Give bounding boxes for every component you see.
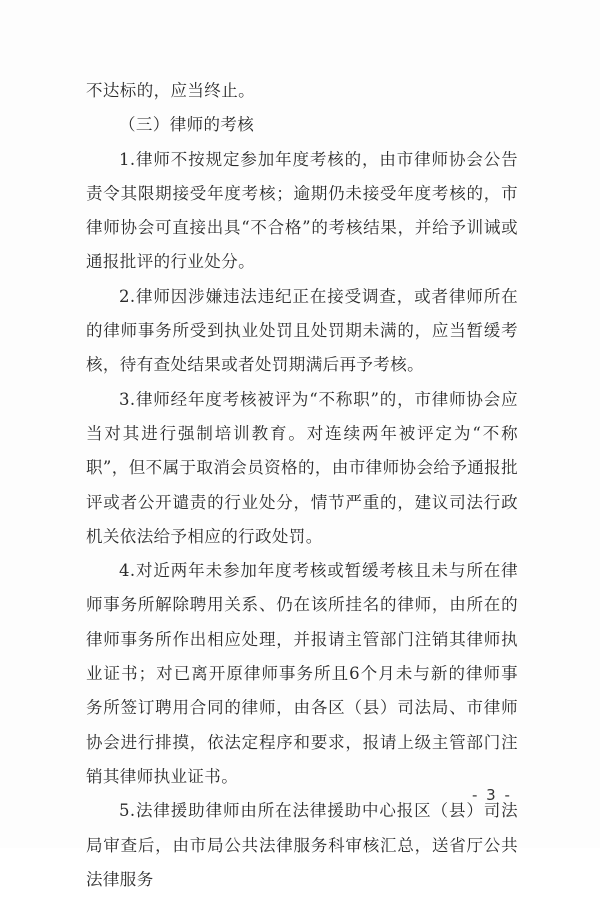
paragraph-item-5: 5.法律援助律师由所在法律援助中心报区（县）司法局审查后，由市局公共法律服务科审核汇总，送省厅公共法律服务 — [86, 801, 518, 889]
paragraph-item-1: 1.律师不按规定参加年度考核的，由市律师协会公告责令其限期接受年度考核；逾期仍未接受年度考核的，市律师协会可直接出具“不合格”的考核结果，并给予训诫或通报批评的行业处分。 — [86, 149, 518, 272]
paragraph-item-4: 4.对近两年未参加年度考核或暂缓考核且未与所在律师事务所解除聘用关系、仍在该所挂名的律师，由所在的律师事务所作出相应处理，并报请主管部门注销其律师执业证书；对已离开原律师事务所且6个月未与新的律师事务所签订聘用合同的律师，由各区（县）司法局、市律师协会进行排摸，依法定程序和要求，报请上级主管部门注销其律师执业证书。 — [86, 561, 518, 786]
paragraph-continuation: 不达标的，应当终止。 — [86, 81, 255, 100]
paragraph-item-2: 2.律师因涉嫌违法违纪正在接受调查，或者律师所在的律师事务所受到执业处罚且处罚期未满的，应当暂缓考核，待有查处结果或者处罚期满后再予考核。 — [86, 286, 518, 375]
page-number: - 3 - — [472, 786, 512, 804]
paragraph-item-3: 3.律师经年度考核被评为“不称职”的，市律师协会应当对其进行强制培训教育。对连续两年被评定为“不称职”，但不属于取消会员资格的，由市律师协会给予通报批评或者公开谴责的行业处分，情节严重的，建议司法行政机关依法给予相应的行政处罚。 — [86, 389, 518, 546]
section-heading: （三）律师的考核 — [119, 115, 255, 135]
document-body — [86, 74, 518, 897]
